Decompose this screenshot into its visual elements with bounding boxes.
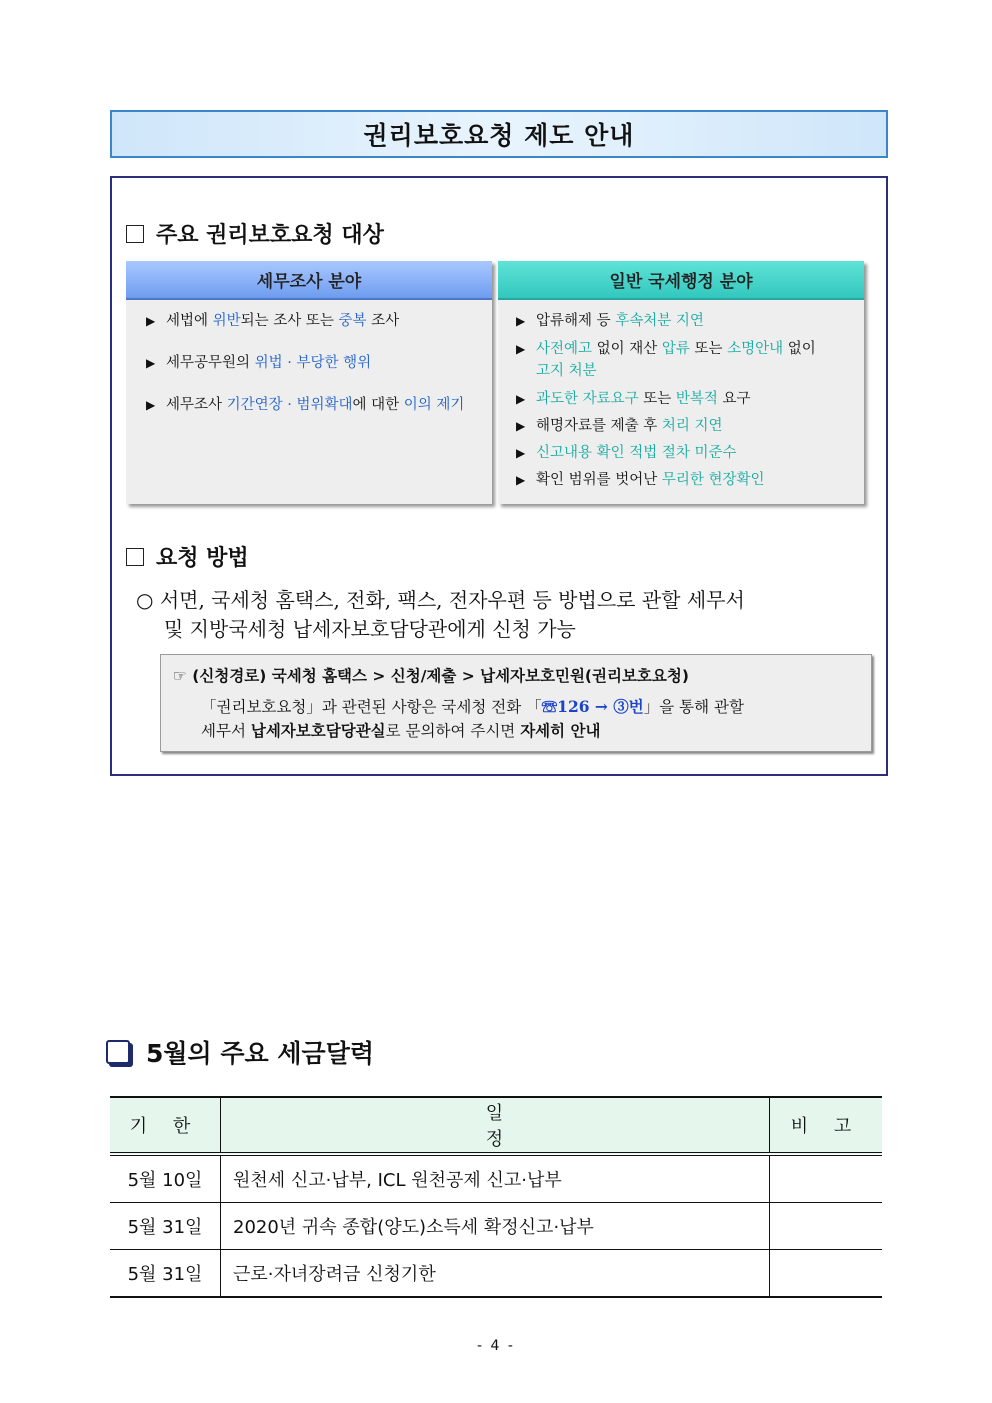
contact-note: 「권리보호요청」과 관련된 사항은 국세청 전화 「☏126 → ③번」을 통해 관할 세무서 납세자보호담당관실로 문의하여 주시면 자세히 안내 [201,697,744,740]
phone-number: ☏126 → ③번 [541,697,644,716]
date-cell: 5월 31일 [110,1203,221,1250]
method-line-1: ○ 서면, 국세청 홈택스, 전화, 팩스, 전자우편 등 방법으로 관할 세무서 [136,588,745,612]
list-item: ▶ 신고내용 확인 적법 절차 미준수 [516,442,737,464]
section-heading-targets: 주요 권리보호요청 대상 [126,218,384,249]
note-cell [770,1154,883,1203]
list-item: ▶ 압류해제 등 후속처분 지연 [516,310,704,332]
list-item: ▶ 세무조사 기간연장 · 범위확대에 대한 이의 제기 [146,394,464,416]
triangle-bullet-icon: ▶ [146,398,156,412]
schedule-cell: 원천세 신고·납부, ICL 원천공제 신고·납부 [221,1154,770,1203]
page-number: - 4 - [477,1338,515,1354]
table-row [110,1203,882,1250]
method-line-2: 및 지방국세청 납세자보호담당관에게 신청 가능 [164,617,576,641]
triangle-bullet-icon: ▶ [516,314,526,328]
date-cell: 5월 31일 [110,1250,221,1298]
calendar-heading: 5월의 주요 세금달력 [106,1034,374,1070]
general-admin-header: 일반 국세행정 분야 [498,261,864,300]
triangle-bullet-icon: ▶ [516,392,526,406]
table-row [110,1250,882,1298]
triangle-bullet-icon: ▶ [516,446,526,460]
pointing-hand-icon: ☞ [173,667,193,685]
list-item: ▶ 세무공무원의 위법 · 부당한 행위 [146,352,371,374]
triangle-bullet-icon: ▶ [146,356,156,370]
tax-calendar-table [110,1096,882,1298]
tax-audit-header: 세무조사 분야 [126,261,492,300]
general-admin-panel [498,261,864,504]
triangle-bullet-icon: ▶ [516,342,526,356]
column-header: 일 정 [221,1097,770,1154]
note-cell [770,1203,883,1250]
checkbox-square-icon [126,548,144,566]
column-header: 비 고 [770,1097,883,1154]
schedule-cell: 2020년 귀속 종합(양도)소득세 확정신고·납부 [221,1203,770,1250]
section-heading-method: 요청 방법 [126,541,249,572]
method-paragraph [136,586,876,644]
triangle-bullet-icon: ▶ [146,314,156,328]
table-header-row [110,1097,882,1154]
triangle-bullet-icon: ▶ [516,473,526,487]
list-item: ▶ 확인 범위를 벗어난 무리한 현장확인 [516,469,765,491]
schedule-cell: 근로·자녀장려금 신청기한 [221,1250,770,1298]
list-item-continuation: 고지 처분 [536,363,597,379]
page-title: 권리보호요청 제도 안내 [110,110,888,158]
note-box [160,654,872,752]
checkbox-square-icon [126,225,144,243]
application-path: ☞ (신청경로) 국세청 홈택스 > 신청/제출 > 납세자보호민원(권리보호요청) [173,667,689,685]
circle-bullet-icon: ○ [136,588,160,612]
list-item: ▶ 사전예고 없이 재산 압류 또는 소명안내 없이 [516,338,816,360]
triangle-bullet-icon: ▶ [516,419,526,433]
note-cell [770,1250,883,1298]
column-header: 기 한 [110,1097,221,1154]
tax-audit-panel [126,261,492,504]
list-item: ▶ 과도한 자료요구 또는 반복적 요구 [516,388,751,410]
table-row [110,1154,882,1203]
date-cell: 5월 10일 [110,1154,221,1203]
list-item: ▶ 세법에 위반되는 조사 또는 중복 조사 [146,310,399,332]
checkbox-square-icon [106,1040,130,1064]
list-item: ▶ 해명자료를 제출 후 처리 지연 [516,415,723,437]
